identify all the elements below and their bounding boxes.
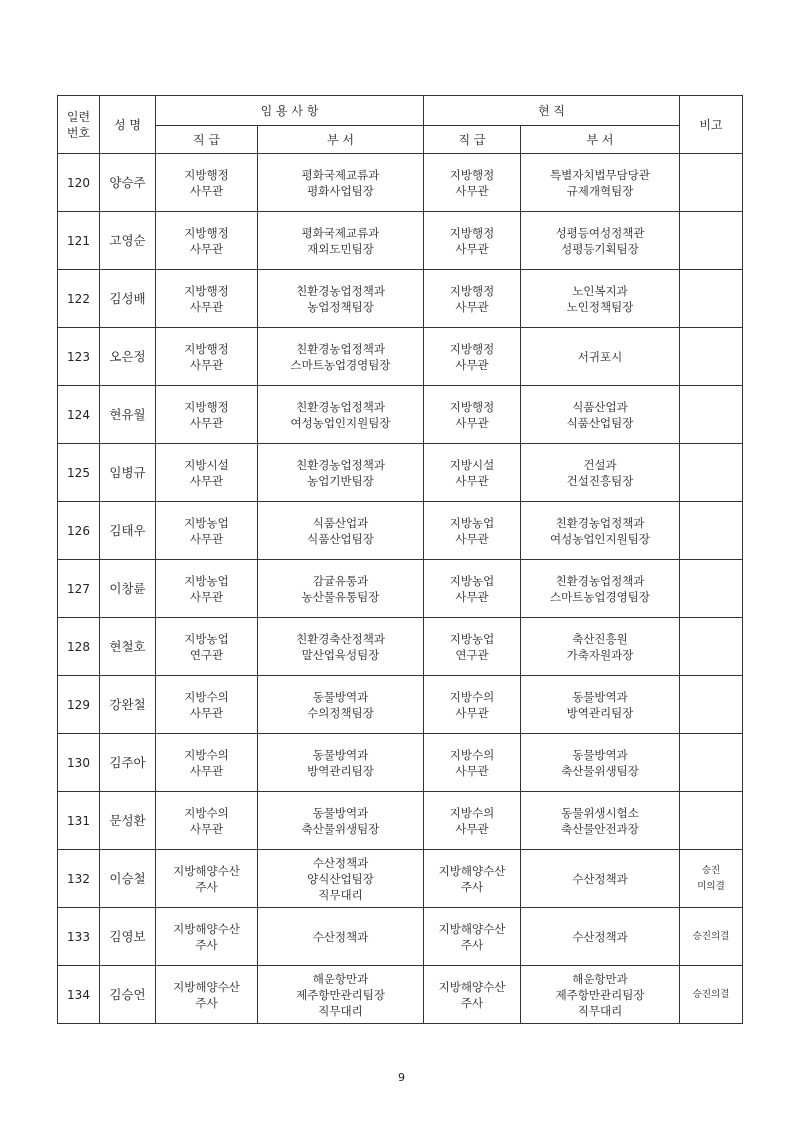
appointment-grade-cell: 지방행정 사무관 [156, 270, 258, 328]
appointment-department-cell: 평화국제교류과 평화사업팀장 [258, 154, 424, 212]
current-department-cell: 동물방역과 방역관리팀장 [521, 676, 680, 734]
note-cell [680, 560, 743, 618]
current-department-cell: 노인복지과 노인정책팀장 [521, 270, 680, 328]
current-grade-cell: 지방수의 사무관 [424, 792, 521, 850]
serial-no-cell: 132 [58, 850, 100, 908]
note-cell: 승진의결 [680, 908, 743, 966]
serial-no-cell: 130 [58, 734, 100, 792]
current-grade-cell: 지방수의 사무관 [424, 676, 521, 734]
table-row [58, 386, 743, 444]
appointment-grade-cell: 지방농업 사무관 [156, 502, 258, 560]
current-department-cell: 동물방역과 축산물위생팀장 [521, 734, 680, 792]
table-row [58, 270, 743, 328]
current-grade-cell: 지방시설 사무관 [424, 444, 521, 502]
table-row [58, 154, 743, 212]
appointment-department-cell: 동물방역과 방역관리팀장 [258, 734, 424, 792]
table-row [58, 734, 743, 792]
current-grade-cell: 지방해양수산 주사 [424, 850, 521, 908]
current-grade-cell: 지방농업 연구관 [424, 618, 521, 676]
appointment-department-cell: 수산정책과 [258, 908, 424, 966]
table-row [58, 792, 743, 850]
note-cell [680, 386, 743, 444]
appointment-grade-cell: 지방행정 사무관 [156, 386, 258, 444]
current-department-cell: 특별자치법무담당관 규제개혁팀장 [521, 154, 680, 212]
current-grade-cell: 지방농업 사무관 [424, 560, 521, 618]
appointment-department-cell: 해운항만과 제주항만관리팀장 직무대리 [258, 966, 424, 1024]
appointment-grade-cell: 지방수의 사무관 [156, 792, 258, 850]
appointment-department-cell: 평화국제교류과 재외도민팀장 [258, 212, 424, 270]
note-cell: 승진의결 [680, 966, 743, 1024]
header-appointment-department: 부 서 [258, 126, 424, 154]
name-cell: 이창륜 [100, 560, 156, 618]
name-cell: 현철호 [100, 618, 156, 676]
name-cell: 오은정 [100, 328, 156, 386]
serial-no-cell: 123 [58, 328, 100, 386]
current-department-cell: 동물위생시험소 축산물안전과장 [521, 792, 680, 850]
appointment-grade-cell: 지방해양수산 주사 [156, 966, 258, 1024]
current-grade-cell: 지방행정 사무관 [424, 386, 521, 444]
appointment-department-cell: 친환경농업정책과 스마트농업경영팀장 [258, 328, 424, 386]
appointment-department-cell: 친환경축산정책과 말산업육성팀장 [258, 618, 424, 676]
table-row [58, 908, 743, 966]
serial-no-cell: 122 [58, 270, 100, 328]
header-name: 성 명 [100, 96, 156, 154]
current-department-cell: 식품산업과 식품산업팀장 [521, 386, 680, 444]
note-cell [680, 444, 743, 502]
serial-no-cell: 125 [58, 444, 100, 502]
current-department-cell: 성평등여성정책관 성평등기획팀장 [521, 212, 680, 270]
header-current-department: 부 서 [521, 126, 680, 154]
note-cell [680, 270, 743, 328]
table-row [58, 850, 743, 908]
appointment-grade-cell: 지방해양수산 주사 [156, 850, 258, 908]
current-grade-cell: 지방행정 사무관 [424, 328, 521, 386]
header-appointment: 임 용 사 항 [156, 96, 424, 126]
name-cell: 김영보 [100, 908, 156, 966]
note-cell [680, 792, 743, 850]
table-row [58, 328, 743, 386]
appointment-department-cell: 친환경농업정책과 농업정책팀장 [258, 270, 424, 328]
appointment-grade-cell: 지방수의 사무관 [156, 734, 258, 792]
appointment-grade-cell: 지방시설 사무관 [156, 444, 258, 502]
note-cell [680, 734, 743, 792]
appointment-department-cell: 친환경농업정책과 여성농업인지원팀장 [258, 386, 424, 444]
table-row [58, 676, 743, 734]
serial-no-cell: 124 [58, 386, 100, 444]
current-grade-cell: 지방행정 사무관 [424, 212, 521, 270]
current-department-cell: 해운항만과 제주항만관리팀장 직무대리 [521, 966, 680, 1024]
current-grade-cell: 지방행정 사무관 [424, 270, 521, 328]
appointment-grade-cell: 지방농업 연구관 [156, 618, 258, 676]
serial-no-cell: 133 [58, 908, 100, 966]
table-row [58, 502, 743, 560]
name-cell: 김승언 [100, 966, 156, 1024]
note-cell [680, 676, 743, 734]
name-cell: 문성환 [100, 792, 156, 850]
current-department-cell: 건설과 건설진흥팀장 [521, 444, 680, 502]
table-row [58, 966, 743, 1024]
header-current-position: 현 직 [424, 96, 680, 126]
appointment-department-cell: 동물방역과 축산물위생팀장 [258, 792, 424, 850]
name-cell: 양승주 [100, 154, 156, 212]
current-grade-cell: 지방수의 사무관 [424, 734, 521, 792]
name-cell: 김주아 [100, 734, 156, 792]
serial-no-cell: 134 [58, 966, 100, 1024]
note-cell [680, 154, 743, 212]
header-current-grade: 직 급 [424, 126, 521, 154]
name-cell: 이승철 [100, 850, 156, 908]
name-cell: 김태우 [100, 502, 156, 560]
appointment-grade-cell: 지방해양수산 주사 [156, 908, 258, 966]
page-number: 9 [398, 1071, 405, 1084]
current-department-cell: 친환경농업정책과 여성농업인지원팀장 [521, 502, 680, 560]
serial-no-cell: 127 [58, 560, 100, 618]
appointment-grade-cell: 지방행정 사무관 [156, 154, 258, 212]
current-department-cell: 서귀포시 [521, 328, 680, 386]
serial-no-cell: 129 [58, 676, 100, 734]
name-cell: 고영순 [100, 212, 156, 270]
appointment-grade-cell: 지방수의 사무관 [156, 676, 258, 734]
serial-no-cell: 121 [58, 212, 100, 270]
current-department-cell: 수산정책과 [521, 908, 680, 966]
table-row [58, 618, 743, 676]
serial-no-cell: 126 [58, 502, 100, 560]
current-grade-cell: 지방농업 사무관 [424, 502, 521, 560]
serial-no-cell: 131 [58, 792, 100, 850]
appointment-department-cell: 친환경농업정책과 농업기반팀장 [258, 444, 424, 502]
table-row [58, 444, 743, 502]
current-department-cell: 친환경농업정책과 스마트농업경영팀장 [521, 560, 680, 618]
appointment-department-cell: 동물방역과 수의정책팀장 [258, 676, 424, 734]
header-serial-no: 일련 번호 [58, 96, 100, 154]
header-note: 비고 [680, 96, 743, 154]
note-cell [680, 212, 743, 270]
note-cell [680, 502, 743, 560]
header-appointment-grade: 직 급 [156, 126, 258, 154]
name-cell: 김성배 [100, 270, 156, 328]
table-body [58, 154, 743, 1024]
appointment-grade-cell: 지방행정 사무관 [156, 328, 258, 386]
current-grade-cell: 지방행정 사무관 [424, 154, 521, 212]
current-grade-cell: 지방해양수산 주사 [424, 966, 521, 1024]
note-cell [680, 328, 743, 386]
current-department-cell: 수산정책과 [521, 850, 680, 908]
appointment-grade-cell: 지방행정 사무관 [156, 212, 258, 270]
name-cell: 현유월 [100, 386, 156, 444]
serial-no-cell: 120 [58, 154, 100, 212]
table-row [58, 560, 743, 618]
personnel-table [57, 95, 743, 1024]
name-cell: 강완철 [100, 676, 156, 734]
current-department-cell: 축산진흥원 가축자원과장 [521, 618, 680, 676]
table-row [58, 212, 743, 270]
appointment-department-cell: 식품산업과 식품산업팀장 [258, 502, 424, 560]
note-cell [680, 618, 743, 676]
appointment-grade-cell: 지방농업 사무관 [156, 560, 258, 618]
name-cell: 임병규 [100, 444, 156, 502]
current-grade-cell: 지방해양수산 주사 [424, 908, 521, 966]
note-cell: 승진 미의결 [680, 850, 743, 908]
appointment-department-cell: 감귤유통과 농산물유통팀장 [258, 560, 424, 618]
appointment-department-cell: 수산정책과 양식산업팀장 직무대리 [258, 850, 424, 908]
serial-no-cell: 128 [58, 618, 100, 676]
